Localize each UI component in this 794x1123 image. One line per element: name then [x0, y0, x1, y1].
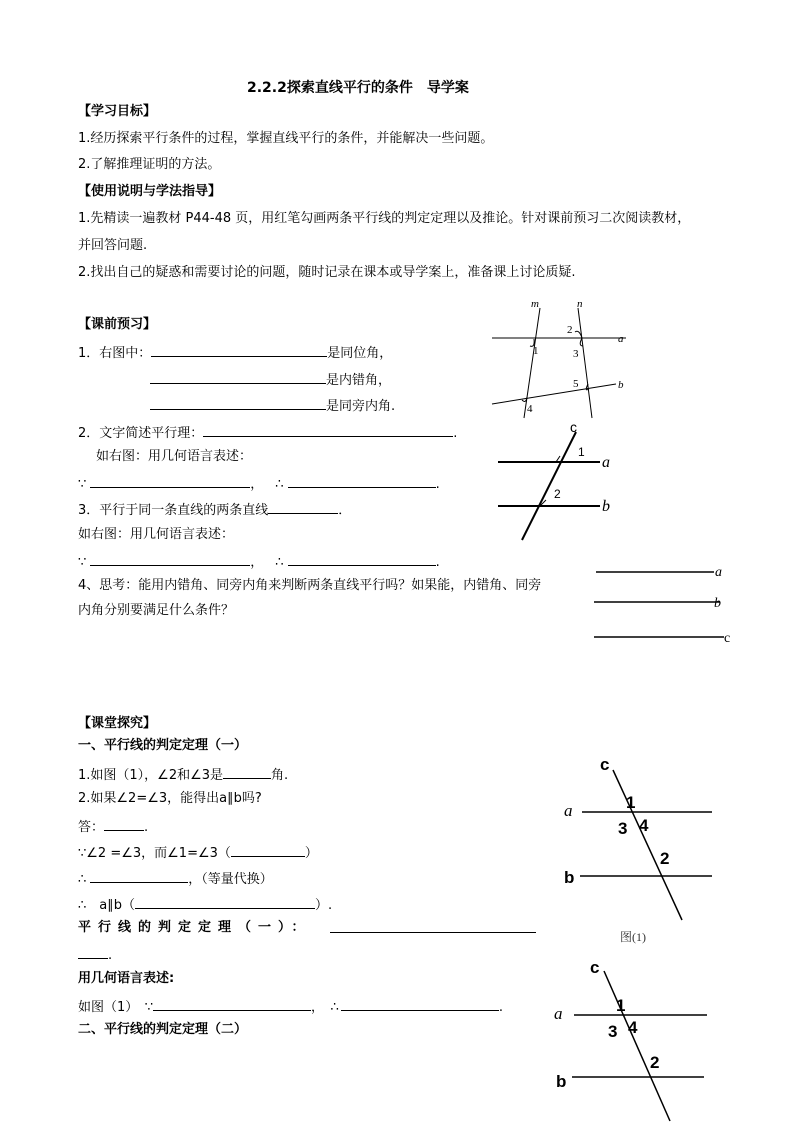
- answer-line: [78, 817, 148, 836]
- answer-end: .: [144, 820, 149, 835]
- explore-line-1-end: 角.: [271, 768, 289, 783]
- explore-line-5: [78, 895, 332, 914]
- q1-line-3: [150, 396, 395, 415]
- fig1-mid: ， ∴: [311, 1000, 339, 1015]
- label-4: 4: [639, 816, 649, 835]
- theorem-1-cont: [78, 945, 112, 964]
- q3-therefore-blank[interactable]: [288, 552, 436, 566]
- fig1-proof-line: [78, 997, 503, 1016]
- q1-blank-3[interactable]: [150, 396, 326, 410]
- theorem-1-end: .: [108, 948, 113, 963]
- fig1-prefix: 如图（1） ∵: [78, 1000, 154, 1015]
- page-title: 2.2.2探索直线平行的条件 导学案: [247, 80, 469, 96]
- theorem-1-label: [78, 920, 312, 936]
- q1-suffix-1: 是同位角，: [327, 346, 393, 361]
- q3-geo-label: 如右图：用几何语言表述：: [78, 527, 235, 542]
- label-a: a: [715, 565, 722, 580]
- explore-line-4: [78, 869, 273, 888]
- q1-blank-1[interactable]: [151, 343, 327, 357]
- fig1-because-blank[interactable]: [153, 997, 311, 1011]
- preview-heading: 【课前预习】: [78, 317, 157, 332]
- label-a: a: [554, 1004, 563, 1023]
- explore-line-2: 2.如果∠2=∠3，能得出a∥b吗?: [78, 791, 262, 806]
- goal-item-1: 1.经历探索平行条件的过程，掌握直线平行的条件，并能解决一些问题。: [78, 131, 494, 146]
- theorem-1-text: 平行线的判定定理（一）：: [78, 920, 312, 935]
- label-a: a: [602, 454, 610, 471]
- figure-caption: 图(1): [620, 930, 646, 944]
- explore-heading: 【课堂探究】: [78, 716, 157, 731]
- label-1: 1: [616, 996, 626, 1015]
- label-a: a: [564, 801, 573, 820]
- q3-prefix: 3．平行于同一条直线的两条直线: [78, 503, 269, 518]
- q2-end: .: [453, 426, 458, 441]
- label-2: 2: [660, 849, 670, 868]
- section-1-heading: 一、平行线的判定定理（一）: [78, 738, 248, 753]
- q1-line-2: [150, 370, 391, 389]
- label-2: 2: [567, 324, 573, 336]
- label-b: b: [714, 596, 721, 611]
- figure-3: [590, 560, 740, 650]
- q2-geo-label: 如右图：用几何语言表述：: [96, 449, 253, 464]
- q2-proof-line: [78, 474, 440, 493]
- q1-suffix-2: 是内错角，: [326, 373, 392, 388]
- explore-blank-4[interactable]: [90, 869, 188, 883]
- q4-line-1: 4、思考：能用内错角、同旁内角来判断两条直线平行吗？如果能，内错角、同旁: [78, 578, 542, 593]
- explore-line-3: [78, 843, 318, 862]
- figure-2: [490, 420, 630, 545]
- figure-4: [560, 752, 730, 942]
- q1-suffix-3: 是同旁内角.: [326, 399, 396, 414]
- q3-end: ．: [338, 503, 352, 518]
- q2-because-blank[interactable]: [90, 474, 250, 488]
- label-4: 4: [628, 1018, 638, 1037]
- explore-line-1: [78, 765, 288, 784]
- figure-5: [552, 953, 722, 1123]
- explore-line-1-text: 1.如图（1），∠2和∠3是: [78, 768, 224, 783]
- label-5: 5: [573, 378, 579, 390]
- q3-blank[interactable]: [268, 500, 338, 514]
- line-n: [578, 308, 592, 418]
- period: .: [435, 477, 440, 492]
- label-4: 4: [527, 403, 533, 415]
- label-3: 3: [573, 348, 579, 360]
- explore-line-4-text: ∴: [78, 872, 87, 887]
- fig1-therefore-blank[interactable]: [341, 997, 499, 1011]
- goal-item-2: 2.了解推理证明的方法。: [78, 157, 221, 172]
- label-c: c: [590, 958, 600, 977]
- guide-item-1-cont: 并回答问题.: [78, 238, 148, 253]
- explore-line-4-end: ，（等量代换）: [188, 872, 273, 887]
- label-2: 2: [650, 1053, 660, 1072]
- label-3: 3: [618, 819, 628, 838]
- explore-line-3-text: ∵∠2 =∠3，而∠1=∠3（: [78, 846, 231, 861]
- label-1: 1: [533, 345, 539, 357]
- goals-heading: 【学习目标】: [78, 104, 157, 119]
- q3-line: [78, 500, 351, 519]
- guide-item-1: 1.先精读一遍教材 P44-48 页，用红笔勾画两条平行线的判定定理以及推论。针对课前预习二次阅读教材，: [78, 211, 691, 226]
- label-b: b: [564, 868, 575, 887]
- label-a: a: [618, 333, 624, 345]
- therefore-symbol: ∴: [275, 477, 284, 492]
- label-b: b: [602, 498, 610, 515]
- label-b: b: [556, 1072, 567, 1091]
- theorem-1-blank[interactable]: [330, 932, 536, 933]
- label-c: c: [600, 755, 610, 774]
- guide-heading: 【使用说明与学法指导】: [78, 184, 222, 199]
- line-c: [604, 971, 670, 1121]
- q2-prefix: 2．文字简述平行理：: [78, 426, 204, 441]
- answer-blank[interactable]: [104, 817, 144, 831]
- label-m: m: [531, 298, 539, 310]
- explore-line-5-end: ）.: [315, 898, 333, 913]
- q2-line: [78, 423, 457, 442]
- figure-1: [488, 296, 638, 421]
- q1-blank-2[interactable]: [150, 370, 326, 384]
- explore-blank-3[interactable]: [231, 843, 305, 857]
- q1-line-1: [78, 343, 392, 362]
- q2-blank[interactable]: [203, 423, 453, 437]
- q4-line-2: 内角分别要满足什么条件？: [78, 603, 235, 618]
- line-m: [524, 308, 540, 418]
- q3-proof-line: [78, 552, 440, 571]
- comma: ，: [250, 477, 264, 492]
- answer-label: 答：: [78, 820, 105, 835]
- explore-blank-5[interactable]: [135, 895, 315, 909]
- explore-line-5-text: ∴ a∥b（: [78, 898, 135, 913]
- explore-blank-1[interactable]: [223, 765, 271, 779]
- because-symbol: ∵: [78, 555, 87, 570]
- q2-therefore-blank[interactable]: [288, 474, 436, 488]
- line-c: [522, 432, 576, 540]
- comma: ，: [250, 555, 264, 570]
- line-b: [492, 384, 616, 404]
- theorem-1-blank-cont[interactable]: [78, 945, 108, 959]
- period: .: [435, 555, 440, 570]
- q1-prefix: 1．右图中：: [78, 346, 152, 361]
- therefore-symbol: ∴: [275, 555, 284, 570]
- label-3: 3: [608, 1022, 618, 1041]
- explore-line-3-end: ）: [304, 846, 318, 861]
- label-c: c: [724, 631, 731, 646]
- section-2-heading: 二、平行线的判定定理（二）: [78, 1022, 248, 1037]
- guide-item-2: 2.找出自己的疑惑和需要讨论的问题，随时记录在课本或导学案上，准备课上讨论质疑.: [78, 265, 576, 280]
- label-2: 2: [554, 487, 561, 501]
- label-1: 1: [578, 445, 585, 459]
- label-c: c: [570, 419, 577, 435]
- label-b: b: [618, 379, 624, 391]
- label-n: n: [577, 298, 583, 310]
- label-1: 1: [626, 793, 636, 812]
- fig1-end: .: [498, 1000, 503, 1015]
- line-c: [613, 770, 682, 920]
- q3-because-blank[interactable]: [90, 552, 250, 566]
- because-symbol: ∵: [78, 477, 87, 492]
- geo-label: 用几何语言表述:: [78, 971, 175, 986]
